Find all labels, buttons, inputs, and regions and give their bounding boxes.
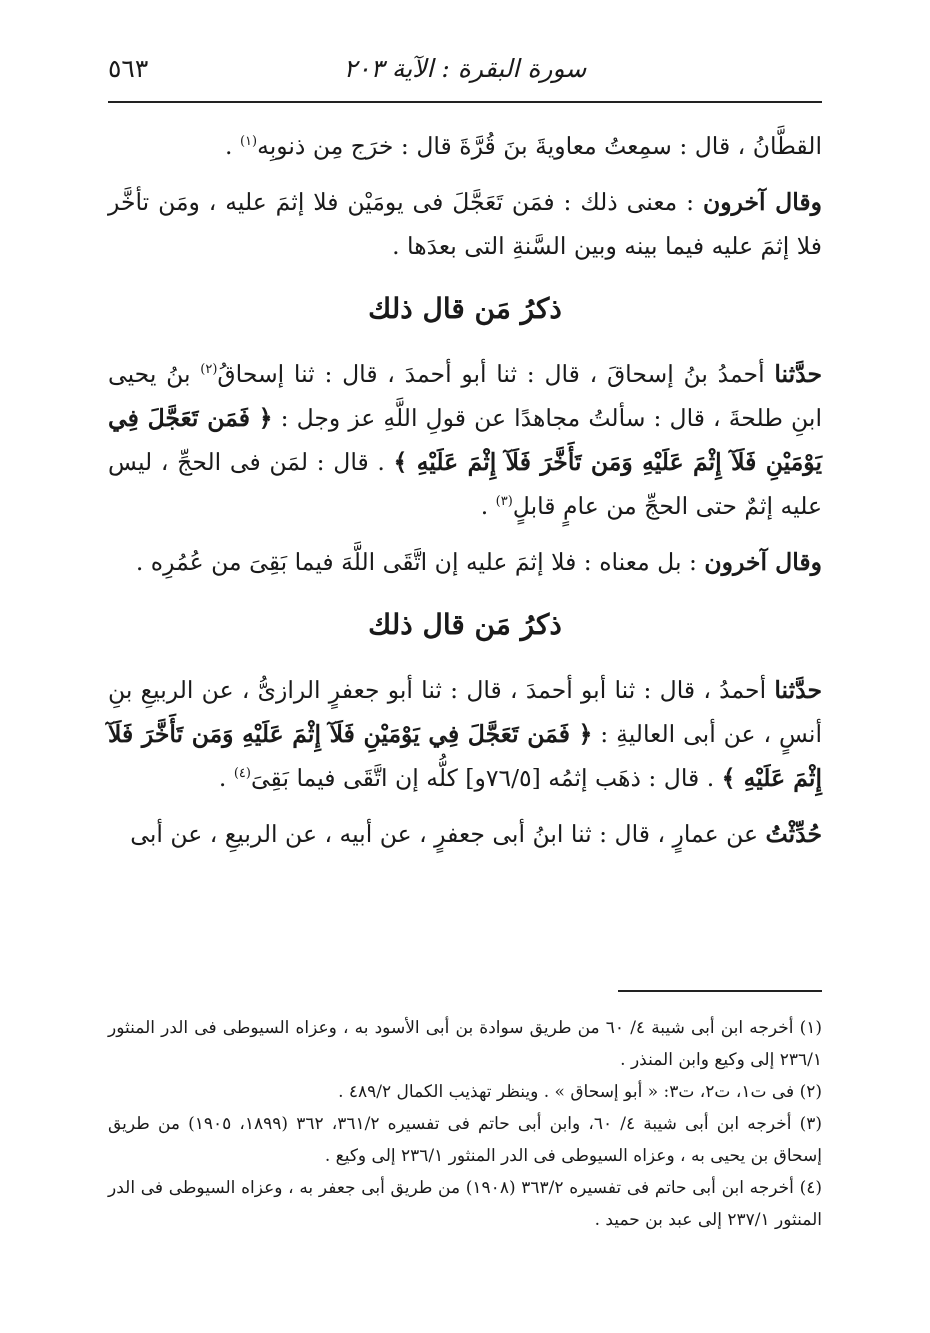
paragraph-text: عن عمارٍ ، قال : ثنا ابنُ أبى جعفرٍ ، عن أبيه ، عن الربيعِ ، عن أبى <box>130 820 766 848</box>
paragraph <box>108 668 822 800</box>
quran-verse: ﴿ فَمَن تَعَجَّلَ فِي يَوْمَيْنِ فَلَآ إِثْمَ عَلَيْهِ وَمَن تَأَخَّرَ فَلَآ إِثْمَ عَلَيْهِ ﴾ <box>108 404 822 476</box>
paragraph-text: . <box>480 492 496 520</box>
running-title: سورة البقرة : الآية ٢٠٣ <box>343 54 587 83</box>
paragraph-text: أحمدُ ، قال : ثنا أبو أحمدَ ، قال : ثنا أبو جعفرٍ الرازىُّ ، عن الربيعِ بنِ أنسٍ ، عن أبى العاليةِ : <box>108 676 822 748</box>
footnote-ref: (٢) <box>200 362 218 378</box>
paragraph-text: القطَّانُ ، قال : سمِعتُ معاويةَ بنَ قُرَّةَ قال : خرَج مِن ذنوبِه <box>257 132 822 160</box>
footnote-rule <box>618 990 822 992</box>
section-heading: ذكرُ مَن قال ذلك <box>368 292 562 325</box>
paragraph-lead: حُدِّثْتُ <box>765 820 822 848</box>
paragraph-text: : بل معناه : فلا إثمَ عليه إن اتَّقَى اللَّهَ فيما بَقِىَ من عُمُرِه . <box>135 548 705 576</box>
footnote: (٤) أخرجه ابن أبى حاتم فى تفسيره ٣٦٣/٢ (١٩٠٨) من طريق أبى جعفر به ، وعزاه السيوطى فى الدر المنثور ٢٣٧/١ إلى عبد بن حميد . <box>108 1178 822 1230</box>
paragraph <box>108 812 822 856</box>
paragraph-lead: وقال آخرون <box>704 548 822 576</box>
main-text <box>108 124 822 868</box>
paragraph-text: أحمدُ بنُ إسحاقَ ، قال : ثنا أبو أحمدَ ، قال : ثنا إسحاقُ <box>217 360 775 388</box>
footnote-ref: (٣) <box>495 494 513 510</box>
paragraph-text: بنُ يحيى ابنِ طلحةَ ، قال : سألتُ مجاهدًا عن قولِ اللَّهِ عز وجل : <box>108 360 822 432</box>
paragraph <box>108 124 822 168</box>
section-heading: ذكرُ مَن قال ذلك <box>368 608 562 641</box>
paragraph-text: : معنى ذلك : فمَن تَعَجَّلَ فى يومَيْن فلا إثمَ عليه ، ومَن تأخَّر فلا إثمَ عليه فيما بينه وبين السَّنةِ التى بعدَها . <box>108 188 822 260</box>
running-header <box>108 52 822 96</box>
paragraph-lead: وقال آخرون <box>702 188 822 216</box>
paragraph-text: . <box>225 132 240 160</box>
footnote-ref: (١) <box>239 134 258 150</box>
footnote: (٣) أخرجه ابن أبى شيبة ٤/ ٦٠، وابن أبى حاتم فى تفسيره ٣٦١/٢، ٣٦٢ (١٨٩٩، ١٩٠٥) من طريق إسحاق بن يحيى به ، وعزاه السيوطى فى الدر المنثور ٢٣٦/١ إلى وكيع . <box>108 1114 823 1166</box>
paragraph-text: . قال : لمَن فى الحجِّ ، ليس عليه إثمٌ حتى الحجِّ من عامٍ قابلٍ <box>108 448 822 520</box>
paragraph-text: . <box>218 764 234 792</box>
paragraph-text: . قال : ذهَب إثمُه [٧٦/٥و] كلُّه إن اتَّقَى فيما بَقِىَ <box>250 764 722 792</box>
page-number: ٥٦٣ <box>108 54 149 83</box>
quran-verse: ﴿ فَمَن تَعَجَّلَ فِي يَوْمَيْنِ فَلَآ إِثْمَ عَلَيْهِ وَمَن تَأَخَّرَ فَلَآ إِثْمَ عَلَيْهِ ﴾ <box>108 720 822 792</box>
footnote-ref: (٤) <box>233 766 251 782</box>
paragraph <box>108 352 822 528</box>
footnote: (١) أخرجه ابن أبى شيبة ٤/ ٦٠ من طريق سوادة بن أبى الأسود به ، وعزاه السيوطى فى الدر المنثور ٢٣٦/١ إلى وكيع وابن المنذر . <box>108 1018 822 1070</box>
paragraph <box>108 180 822 268</box>
paragraph <box>108 540 822 584</box>
footnotes <box>108 1012 822 1236</box>
paragraph-lead: حدَّثنا <box>774 360 822 388</box>
header-rule <box>108 101 822 103</box>
footnote: (٢) فى ت١، ت٢، ت٣: « أبو إسحاق » . وينظر تهذيب الكمال ٤٨٩/٢ . <box>338 1082 822 1102</box>
paragraph-lead: حدَّثنا <box>774 676 822 704</box>
